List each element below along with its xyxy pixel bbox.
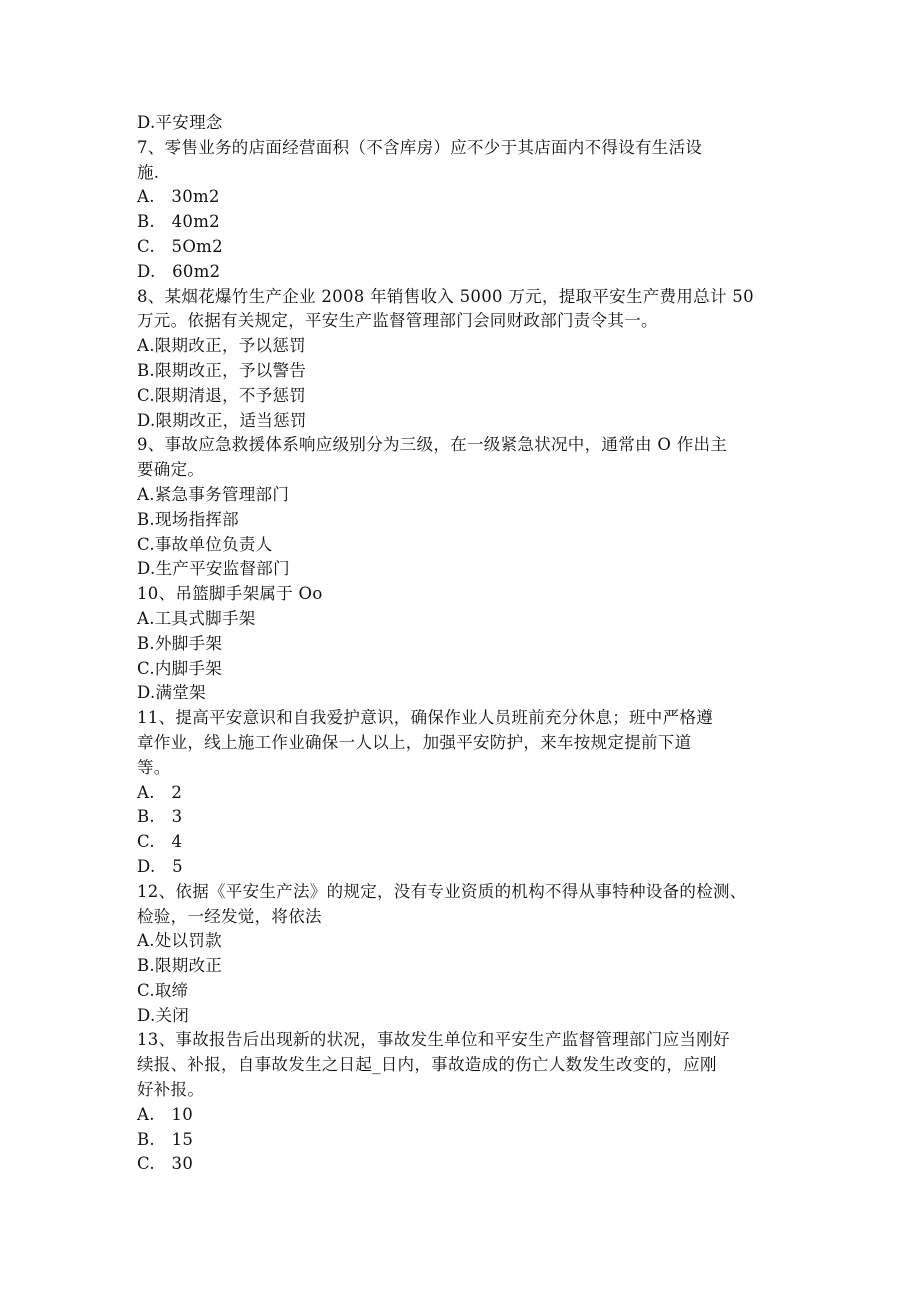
- option-line: D. 5: [137, 856, 183, 876]
- option-line: C. 4: [137, 832, 183, 852]
- option-line: B. 3: [137, 807, 183, 827]
- option-line: B.现场指挥部: [137, 509, 239, 529]
- option-line: A.处以罚款: [137, 931, 222, 951]
- option-line: C.取缔: [137, 980, 189, 1000]
- question-text: 要确定。: [137, 460, 205, 480]
- question-text: 施.: [137, 162, 160, 182]
- option-line: D. 60m2: [137, 261, 221, 281]
- option-line: A. 10: [137, 1104, 193, 1124]
- option-line: A. 2: [137, 782, 183, 802]
- question-text: 好补报。: [137, 1080, 205, 1100]
- option-line: C.限期清退，不予惩罚: [137, 385, 307, 405]
- option-line: D.生产平安监督部门: [137, 559, 290, 579]
- question-text: 9、事故应急救援体系响应级别分为三级，在一级紧急状况中，通常由 O 作出主: [137, 435, 728, 455]
- option-line: B. 40m2: [137, 212, 220, 232]
- question-text: 检验，一经发觉，将依法: [137, 906, 322, 926]
- option-line: D.满堂架: [137, 683, 206, 703]
- document-body: [137, 111, 787, 1177]
- question-text: 7、零售业务的店面经营面积（不含库房）应不少于其店面内不得设有生活设: [137, 137, 703, 157]
- option-line: B.限期改正，予以警告: [137, 360, 307, 380]
- question-text: 12、依据《平安生产法》的规定，没有专业资质的机构不得从事特种设备的检测、: [137, 881, 747, 901]
- question-text: 等。: [137, 757, 171, 777]
- option-line: D.关闭: [137, 1005, 190, 1025]
- question-text: 8、某烟花爆竹生产企业 2008 年销售收入 5000 万元，提取平安生产费用总计 50: [137, 286, 754, 306]
- option-line: C. 30: [137, 1154, 194, 1174]
- option-line: A. 30m2: [137, 187, 220, 207]
- option-line: B.外脚手架: [137, 633, 223, 653]
- option-line: C.内脚手架: [137, 658, 223, 678]
- option-line: A.限期改正，予以惩罚: [137, 336, 306, 356]
- option-line: B. 15: [137, 1129, 194, 1149]
- option-line: C.事故单位负责人: [137, 534, 273, 554]
- question-text: 万元。依据有关规定，平安生产监督管理部门会同财政部门责令其一。: [137, 311, 658, 331]
- question-text: 10、吊篮脚手架属于 Oo: [137, 584, 323, 604]
- option-line: B.限期改正: [137, 956, 223, 976]
- option-line: D.限期改正，适当惩罚: [137, 410, 307, 430]
- question-text: 章作业，线上施工作业确保一人以上，加强平安防护，来车按规定提前下道: [137, 732, 692, 752]
- question-text: 11、提高平安意识和自我爱护意识，确保作业人员班前充分休息；班中严格遵: [137, 708, 713, 728]
- option-line: D.平安理念: [137, 113, 223, 132]
- question-text: 续报、补报，自事故发生之日起_日内，事故造成的伤亡人数发生改变的，应刚: [137, 1055, 717, 1075]
- option-line: A.紧急事务管理部门: [137, 484, 290, 504]
- option-line: C. 5Om2: [137, 236, 223, 256]
- option-line: A.工具式脚手架: [137, 608, 256, 628]
- question-text: 13、事故报告后出现新的状况，事故发生单位和平安生产监督管理部门应当刚好: [137, 1030, 730, 1050]
